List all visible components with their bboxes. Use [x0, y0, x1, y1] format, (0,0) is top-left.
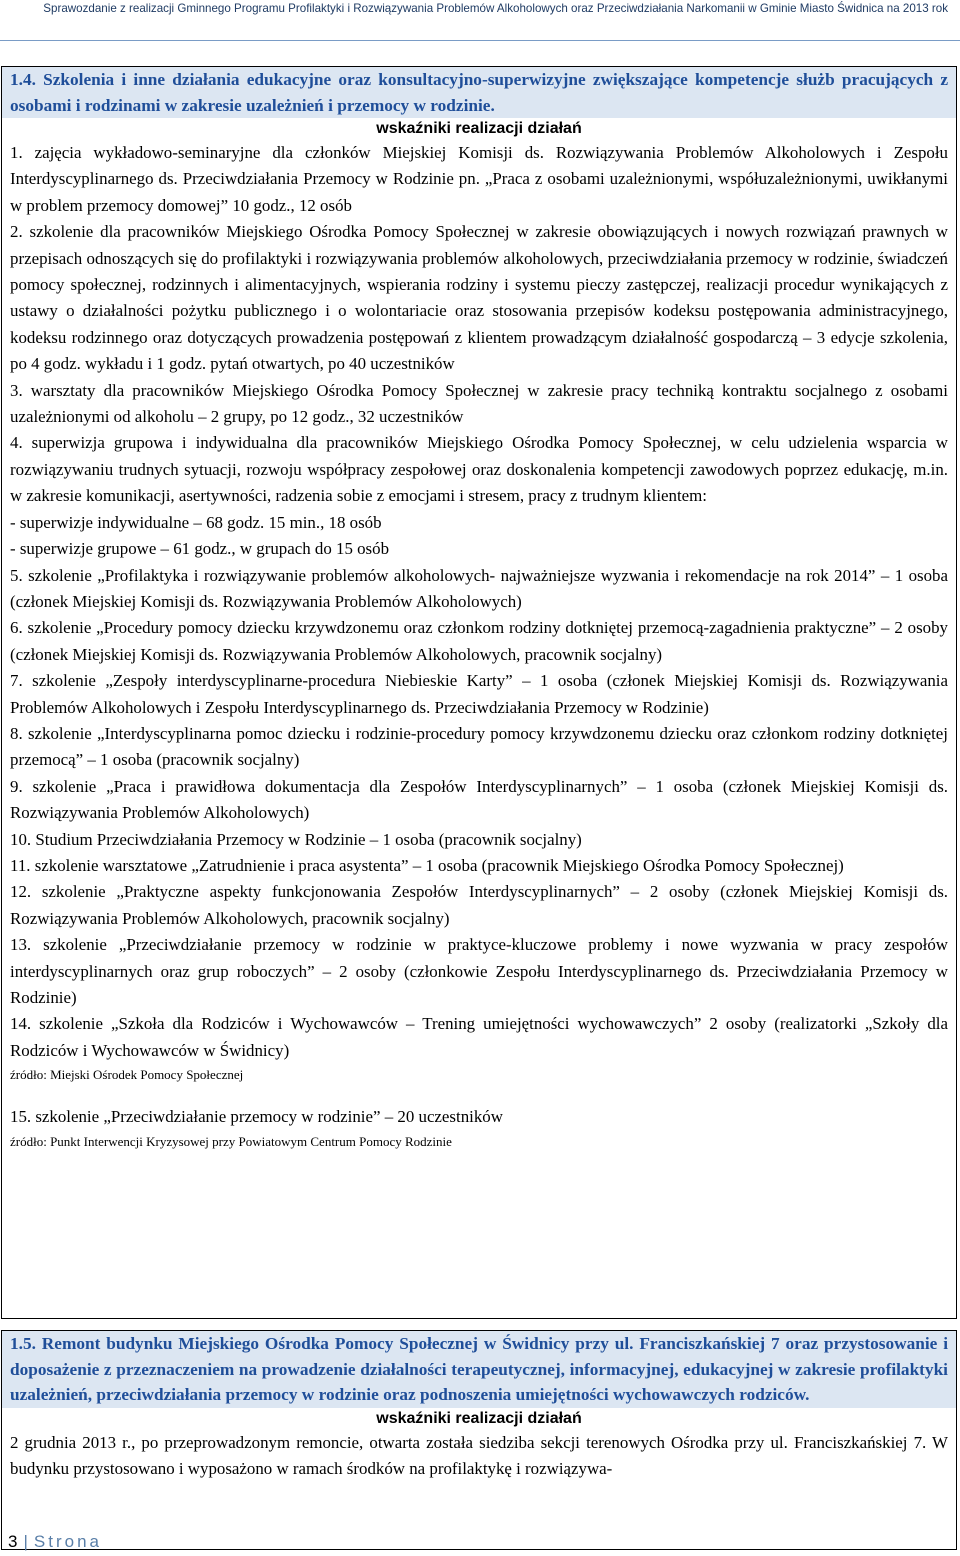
list-item: 14. szkolenie „Szkoła dla Rodziców i Wychowawców – Trening umiejętności wychowawczych” 2 osoby (realizatorki „Szkoły dla Rodziców i Wychowawców w Świdnicy) — [10, 1014, 948, 1060]
list-item: - superwizje grupowe – 61 godz., w grupach do 15 osób — [10, 539, 390, 559]
indicators-heading: wskaźniki realizacji działań — [376, 1409, 582, 1427]
section-1-4 — [1, 66, 957, 1319]
list-item: 2. szkolenie dla pracowników Miejskiego Ośrodka Pomocy Społecznej w zakresie obowiązujących i nowych rozwiązań prawnych w przepisach odnoszących się do profilaktyki i rozwiązywania problemów alkoholowych, przeciwdziałania przemocy w rodzinie, świadczeń pomocy społecznej, rodzinnych i alimentacyjnych, wspierania rodziny i systemu pieczy zastępczej, realizacji procedur wynikających z ustawy o działalności pożytku publicznego i o wolontariacie oraz stosowania przepisów kodeksu postępowania administracyjnego, kodeksu rodzinnego oraz dotyczących prowadzenia postępowań z klientem prowadzącym działalność gospodarczą – 3 edycje szkolenia, po 4 godz. wykładu i 1 godz. pytań otwartych, po 40 uczestników — [10, 222, 948, 374]
section-1-4-title: 1.4. Szkolenia i inne działania edukacyjne oraz konsultacyjno-superwizyjne zwiększające kompetencje służb pracujących z osobami i rodzinami w zakresie uzależnień i przemocy w rodzinie. — [2, 67, 956, 118]
section-1-5-title: 1.5. Remont budynku Miejskiego Ośrodka Pomocy Społecznej w Świdnicy przy ul. Franciszkańskiej 7 oraz przystosowanie i doposażenie z przeznaczeniem na prowadzenie działalności terapeutycznej, informacyjnej, edukacyjnej w zakresie profilaktyki uzależnień, przeciwdziałania przemocy w rodzinie oraz podnoszenia umiejętności wychowawczych rodziców. — [2, 1331, 956, 1408]
section-1-5-body — [2, 1430, 956, 1483]
section-1-5 — [1, 1330, 957, 1550]
list-item: 12. szkolenie „Praktyczne aspekty funkcjonowania Zespołów Interdyscyplinarnych” – 2 osoby (członek Miejskiej Komisji ds. Rozwiązywania Problemów Alkoholowych, pracownik socjalny) — [10, 882, 948, 928]
spacer — [10, 1086, 948, 1104]
list-item: 9. szkolenie „Praca i prawidłowa dokumentacja dla Zespołów Interdyscyplinarnych” – 1 osoba (członek Miejskiej Komisji ds. Rozwiązywania Problemów Alkoholowych) — [10, 776, 948, 823]
list-item: 7. szkolenie „Zespoły interdyscyplinarne-procedura Niebieskie Karty” – 1 osoba (członek Miejskiej Komisji ds. Rozwiązywania Problemów Alkoholowych i Zespołu Interdyscyplinarnego ds. Przeciwdziałania Przemocy w Rodzinie) — [10, 671, 948, 717]
page-header — [0, 0, 960, 40]
paragraph: 2 grudnia 2013 r., po przeprowadzonym remoncie, otwarta została siedziba sekcji terenowych Ośrodka przy ul. Franciszkańskiej 7. W budynku przystosowano i wyposażono w ramach środków na profilaktykę i rozwiązywa- — [10, 1432, 948, 1478]
list-item: 13. szkolenie „Przeciwdziałanie przemocy w rodzinie w praktyce-kluczowe problemy i nowe wyzwania w pracy zespołów interdyscyplinarnych oraz grup roboczych” – 2 osoby (członkowie Zespołu Interdyscyplinarnego ds. Przeciwdziałania Przemocy w Rodzinie) — [10, 935, 948, 1007]
page-number: 3 — [8, 1532, 18, 1551]
footer-separator: | — [23, 1532, 28, 1551]
list-item: 8. szkolenie „Interdyscyplinarna pomoc dziecku i rodzinie-procedury pomocy krzywdzonemu dziecku oraz członkom rodziny dotkniętej przemocą” – 1 osoba (pracownik socjalny) — [10, 723, 948, 770]
page-word: Strona — [33, 1532, 102, 1551]
source-note: źródło: Punkt Interwencji Kryzysowej przy Powiatowym Centrum Pomocy Rodzinie — [10, 1133, 452, 1149]
list-item: 11. szkolenie warsztatowe „Zatrudnienie i praca asystenta” – 1 osoba (pracownik Miejskiego Ośrodka Pomocy Społecznej) — [10, 855, 844, 875]
list-item: 10. Studium Przeciwdziałania Przemocy w Rodzinie – 1 osoba (pracownik socjalny) — [10, 829, 582, 849]
source-note: źródło: Miejski Ośrodek Pomocy Społecznej — [10, 1067, 244, 1083]
list-item: 6. szkolenie „Procedury pomocy dziecku krzywdzonemu oraz członkom rodziny dotkniętej przemocą-zagadnienia praktyczne” – 2 osoby (członek Miejskiej Komisji ds. Rozwiązywania Problemów Alkoholowych, pracownik socjalny) — [10, 618, 948, 664]
header-divider — [0, 40, 960, 41]
list-item: 3. warsztaty dla pracowników Miejskiego Ośrodka Pomocy Społecznej w zakresie pracy techniką kontraktu socjalnego z osobami uzależnionymi od alkoholu – 2 grupy, po 12 godz., 32 uczestników — [10, 380, 948, 427]
indicators-heading: wskaźniki realizacji działań — [376, 120, 582, 137]
list-item: 1. zajęcia wykładowo-seminaryjne dla członków Miejskiej Komisji ds. Rozwiązywania Problemów Alkoholowych i Zespołu Interdyscyplinarnego ds. Przeciwdziałania Przemocy w Rodzinie pn. „Praca z osobami uzależnionymi, współuzależnionymi, uwikłanymi w problem przemocy domowej” 10 godz., 12 osób — [10, 143, 948, 215]
list-item: - superwizje indywidualne – 68 godz. 15 min., 18 osób — [10, 512, 382, 532]
section-1-4-body — [2, 140, 956, 1153]
running-title: Sprawozdanie z realizacji Gminnego Programu Profilaktyki i Rozwiązywania Problemów Alkoholowych oraz Przeciwdziałania Narkomanii w Gminie Miasto Świdnica na 2013 rok — [43, 2, 948, 15]
list-item: 4. superwizja grupowa i indywidualna dla pracowników Miejskiego Ośrodka Pomocy Społecznej, w celu udzielenia wsparcia w rozwiązywaniu trudnych sytuacji, rozwoju współpracy zespołowej oraz doskonalenia kompetencji zawodowych poprzez edukację, m.in. w zakresie komunikacji, asertywności, radzenia sobie z emocjami i stresem, pracy z trudnym klientem: — [10, 433, 948, 506]
list-item: 5. szkolenie „Profilaktyka i rozwiązywanie problemów alkoholowych- najważniejsze wyzwania i rekomendacje na rok 2014” – 1 osoba (członek Miejskiej Komisji ds. Rozwiązywania Problemów Alkoholowych) — [10, 565, 948, 611]
list-item: 15. szkolenie „Przeciwdziałanie przemocy w rodzinie” – 20 uczestników — [10, 1107, 503, 1127]
page-footer — [8, 1532, 102, 1552]
